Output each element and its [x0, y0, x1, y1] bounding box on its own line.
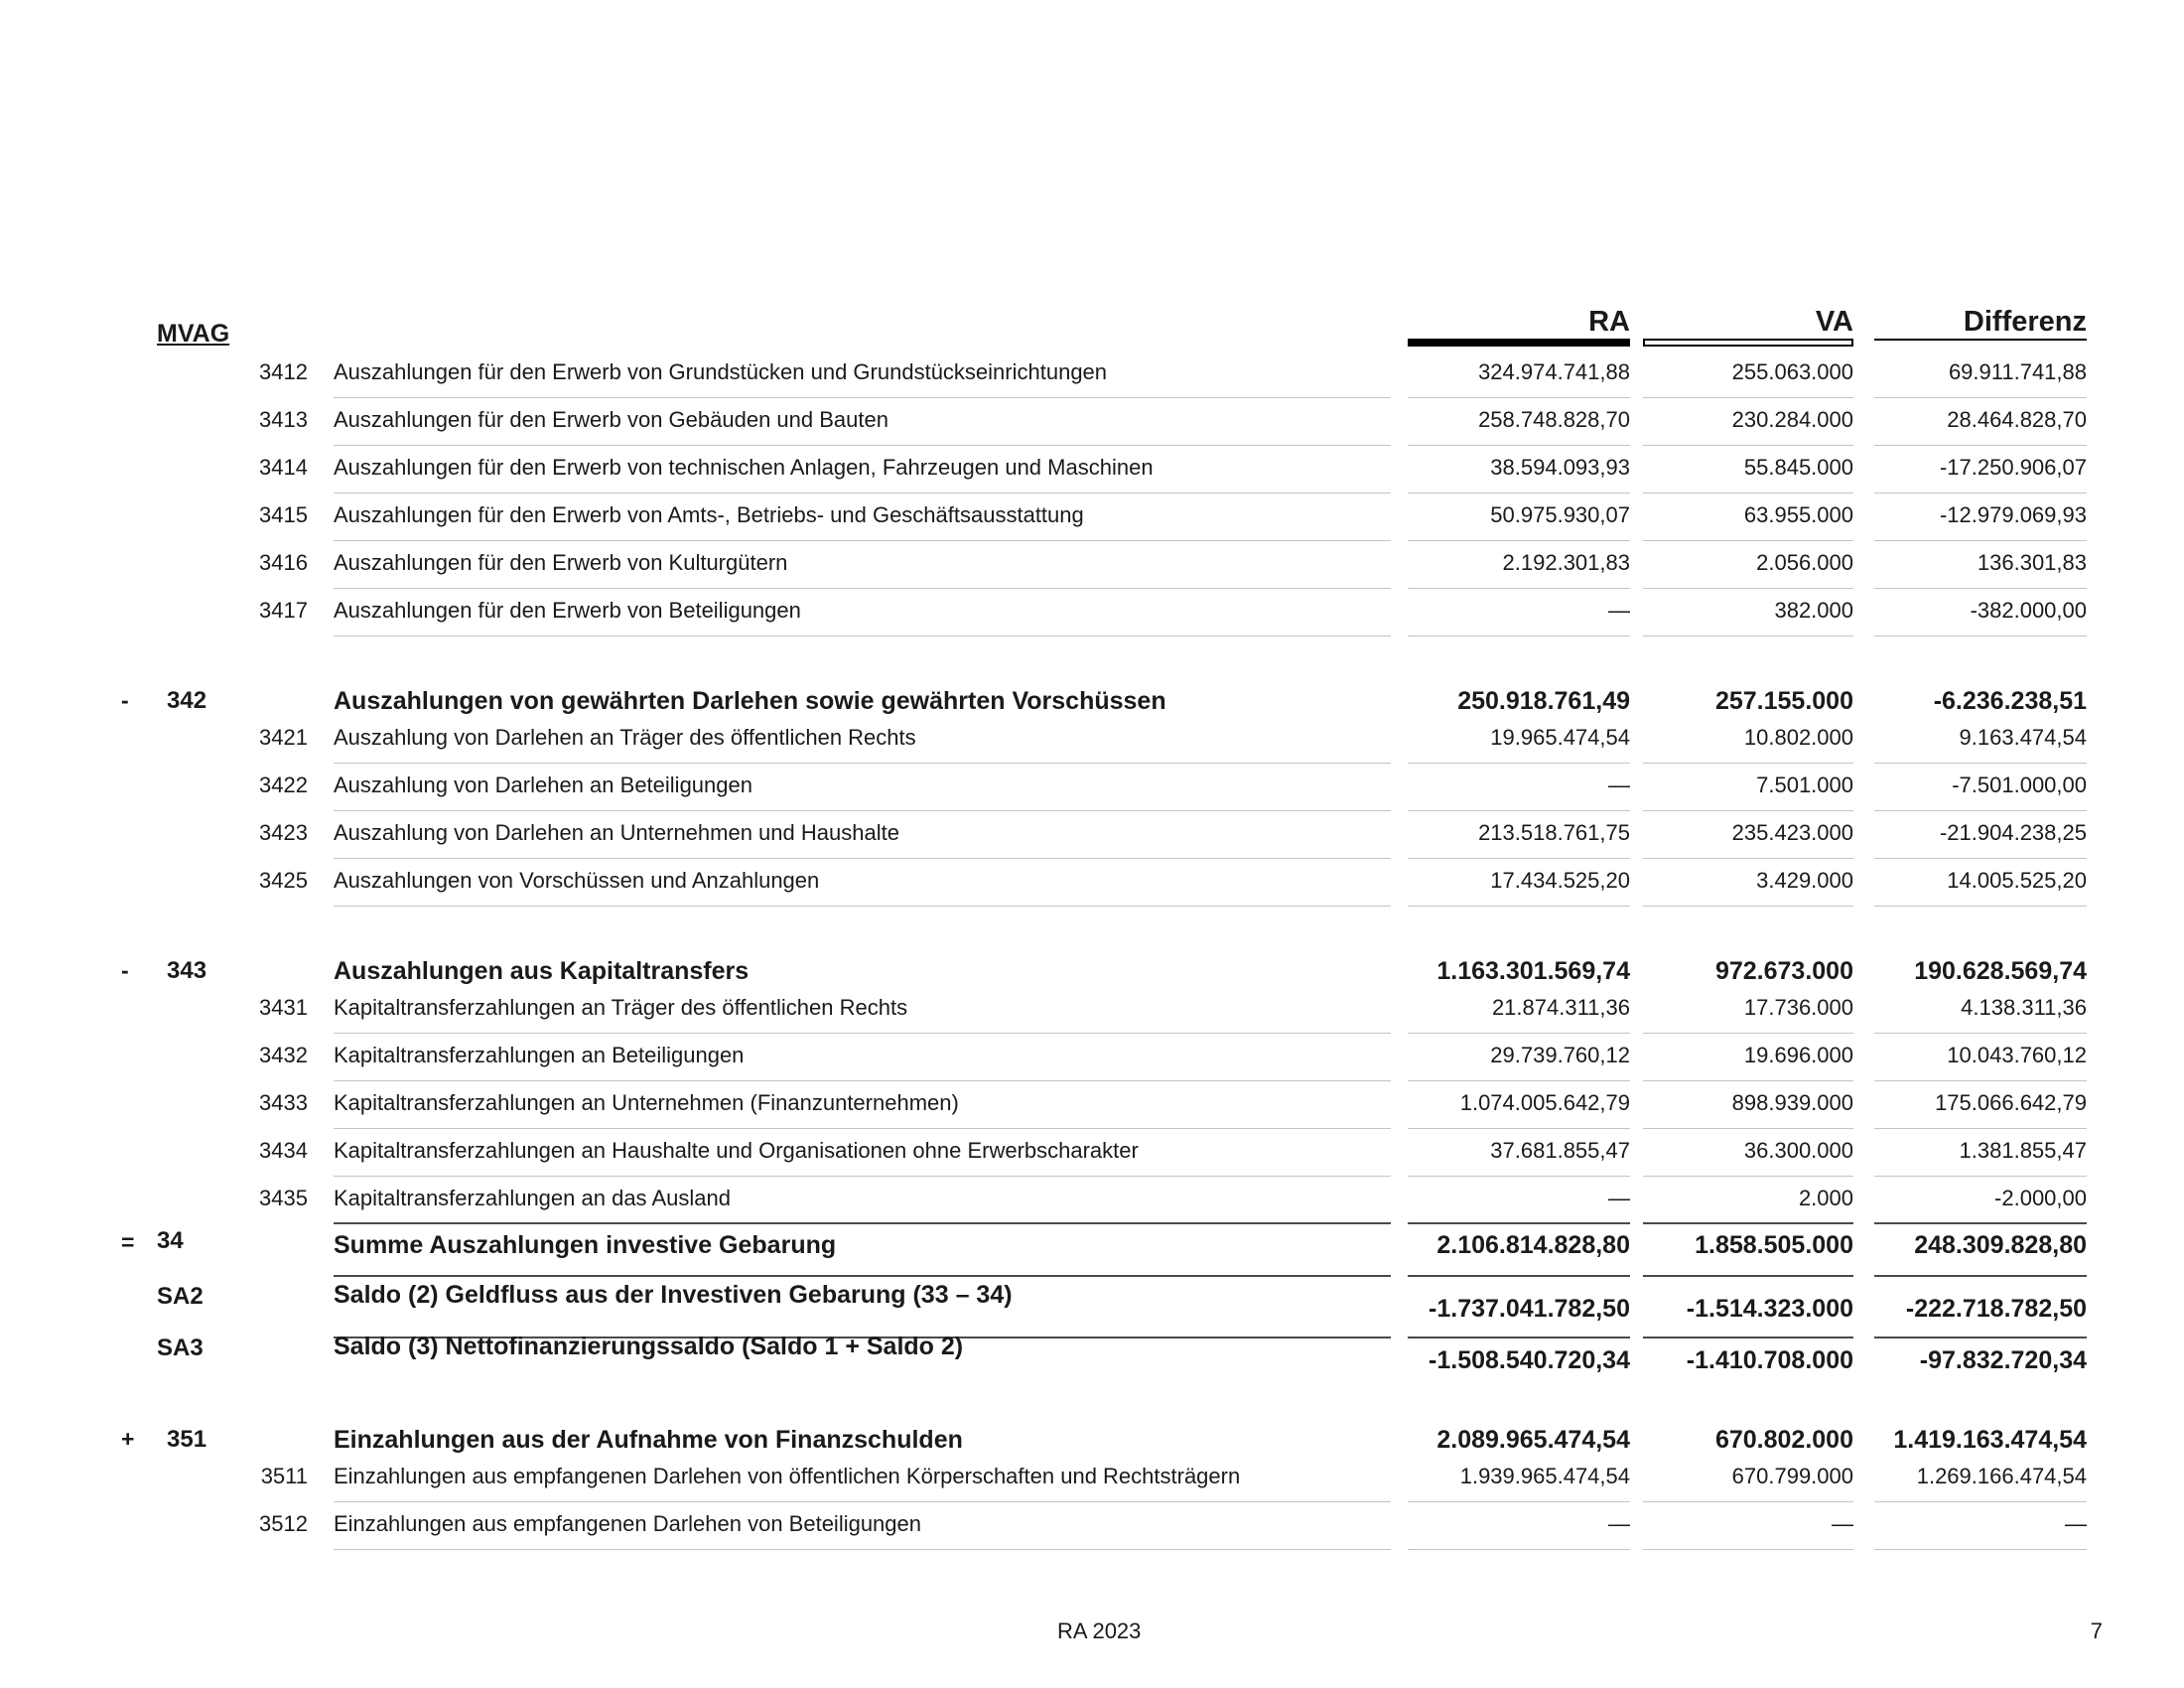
- va-value: 2.000: [1798, 1186, 1853, 1210]
- va-value: 230.284.000: [1731, 407, 1853, 432]
- differenz-value: -12.979.069,93: [1939, 502, 2087, 527]
- row-description: Auszahlungen für den Erwerb von Beteiligungen: [334, 598, 801, 623]
- va-value: 17.736.000: [1743, 995, 1853, 1020]
- row-separator: [334, 1501, 1391, 1502]
- ra-value: 1.939.965.474,54: [1459, 1464, 1630, 1488]
- va-value: 10.802.000: [1743, 725, 1853, 750]
- row-separator: [334, 858, 1391, 859]
- row-description: Auszahlungen für den Erwerb von technischen Anlagen, Fahrzeugen und Maschinen: [334, 455, 1154, 480]
- row-separator: [1408, 635, 1630, 636]
- va-value: 257.155.000: [1714, 687, 1853, 715]
- differenz-value: 28.464.828,70: [1947, 407, 2087, 432]
- row-separator: [1643, 810, 1853, 811]
- row-description: Auszahlungen von gewährten Darlehen sowie gewährten Vorschüssen: [334, 687, 1166, 715]
- row-separator: [1408, 1033, 1630, 1034]
- differenz-value: 4.138.311,36: [1961, 995, 2087, 1020]
- row-separator: [1643, 635, 1853, 636]
- row-separator: [1408, 397, 1630, 398]
- differenz-value: —: [2065, 1511, 2087, 1536]
- row-separator: [1643, 1080, 1853, 1081]
- row-code: 3413: [259, 407, 308, 432]
- differenz-value: -17.250.906,07: [1939, 455, 2087, 480]
- row-separator: [1408, 906, 1630, 907]
- row-description: Kapitaltransferzahlungen an Haushalte und Organisationen ohne Erwerbscharakter: [334, 1138, 1139, 1163]
- row-code: 3422: [259, 773, 308, 797]
- differenz-header-bar: [1874, 339, 2087, 341]
- row-separator: [334, 540, 1391, 541]
- row-description: Auszahlung von Darlehen an Beteiligungen: [334, 773, 752, 797]
- differenz-value: 1.269.166.474,54: [1916, 1464, 2087, 1488]
- va-value: 63.955.000: [1743, 502, 1853, 527]
- row-separator: [1874, 1176, 2087, 1177]
- differenz-value: 248.309.828,80: [1914, 1231, 2087, 1259]
- differenz-value: -2.000,00: [1994, 1186, 2087, 1210]
- differenz-value: -382.000,00: [1970, 598, 2087, 623]
- row-separator: [1874, 1501, 2087, 1502]
- sum-separator: [1643, 1222, 1853, 1224]
- row-separator: [334, 445, 1391, 446]
- row-separator: [1408, 1501, 1630, 1502]
- differenz-value: 190.628.569,74: [1914, 957, 2087, 985]
- row-separator: [1408, 763, 1630, 764]
- row-separator: [1643, 588, 1853, 589]
- row-description: Saldo (3) Nettofinanzierungssaldo (Saldo 1 + Saldo 2): [334, 1333, 964, 1360]
- row-separator: [1643, 763, 1853, 764]
- row-separator: [1874, 810, 2087, 811]
- row-sign: +: [121, 1426, 135, 1452]
- row-separator: [334, 1275, 1391, 1277]
- ra-value: 17.434.525,20: [1490, 868, 1630, 893]
- ra-value: 50.975.930,07: [1490, 502, 1630, 527]
- row-separator: [1874, 588, 2087, 589]
- ra-value: 258.748.828,70: [1478, 407, 1630, 432]
- row-description: Auszahlung von Darlehen an Unternehmen und Haushalte: [334, 820, 899, 845]
- row-separator: [1643, 540, 1853, 541]
- row-description: Kapitaltransferzahlungen an Unternehmen (Finanzunternehmen): [334, 1090, 959, 1115]
- ra-value: 38.594.093,93: [1490, 455, 1630, 480]
- ra-value: 250.918.761,49: [1457, 687, 1630, 715]
- ra-value: -1.737.041.782,50: [1429, 1295, 1630, 1323]
- row-separator: [1643, 445, 1853, 446]
- row-description: Auszahlungen aus Kapitaltransfers: [334, 957, 750, 985]
- row-group-code: 34: [157, 1227, 184, 1254]
- ra-column-header: RA: [1588, 306, 1630, 338]
- row-separator: [1874, 1275, 2087, 1277]
- va-value: 670.799.000: [1731, 1464, 1853, 1488]
- row-description: Einzahlungen aus der Aufnahme von Finanzschulden: [334, 1426, 963, 1454]
- row-separator: [334, 635, 1391, 636]
- va-value: 55.845.000: [1743, 455, 1853, 480]
- row-separator: [334, 810, 1391, 811]
- va-value: 235.423.000: [1731, 820, 1853, 845]
- page-number: 7: [2090, 1618, 2103, 1643]
- row-code: 3433: [259, 1090, 308, 1115]
- differenz-value: -97.832.720,34: [1919, 1346, 2087, 1374]
- row-description: Auszahlungen von Vorschüssen und Anzahlungen: [334, 868, 820, 893]
- row-separator: [334, 1080, 1391, 1081]
- va-value: 3.429.000: [1756, 868, 1853, 893]
- row-separator: [1874, 492, 2087, 493]
- va-value: 670.802.000: [1714, 1426, 1853, 1454]
- ra-value: —: [1608, 598, 1630, 623]
- row-sign: -: [121, 687, 129, 713]
- va-value: 255.063.000: [1731, 359, 1853, 384]
- row-description: Einzahlungen aus empfangenen Darlehen von öffentlichen Körperschaften und Rechtsträgern: [334, 1464, 1241, 1488]
- row-code: 3421: [259, 725, 308, 750]
- row-separator: [334, 1549, 1391, 1550]
- row-description: Einzahlungen aus empfangenen Darlehen von Beteiligungen: [334, 1511, 922, 1536]
- row-group-code: SA3: [157, 1335, 204, 1361]
- row-separator: [334, 763, 1391, 764]
- row-separator: [1874, 445, 2087, 446]
- row-separator: [1408, 1176, 1630, 1177]
- footer-title: RA 2023: [1057, 1618, 1142, 1643]
- va-value: 1.858.505.000: [1695, 1231, 1853, 1259]
- row-separator: [1874, 1080, 2087, 1081]
- va-value: 2.056.000: [1756, 550, 1853, 575]
- row-separator: [1408, 858, 1630, 859]
- mvag-header: MVAG: [157, 320, 230, 348]
- row-separator: [1408, 1080, 1630, 1081]
- row-code: 3412: [259, 359, 308, 384]
- row-code: 3432: [259, 1043, 308, 1067]
- row-code: 3416: [259, 550, 308, 575]
- differenz-value: -222.718.782,50: [1905, 1295, 2087, 1323]
- va-value: 382.000: [1774, 598, 1853, 623]
- differenz-value: 9.163.474,54: [1959, 725, 2087, 750]
- row-description: Auszahlungen für den Erwerb von Gebäuden und Bauten: [334, 407, 888, 432]
- row-separator: [1874, 906, 2087, 907]
- ra-value: 1.163.301.569,74: [1436, 957, 1630, 985]
- row-separator: [1408, 588, 1630, 589]
- row-group-code: SA2: [157, 1283, 204, 1310]
- row-separator: [1874, 635, 2087, 636]
- ra-value: 324.974.741,88: [1478, 359, 1630, 384]
- row-separator: [1874, 540, 2087, 541]
- row-separator: [1643, 1275, 1853, 1277]
- ra-value: 2.192.301,83: [1502, 550, 1630, 575]
- ra-value: 37.681.855,47: [1490, 1138, 1630, 1163]
- differenz-value: 69.911.741,88: [1948, 359, 2087, 384]
- va-value: 972.673.000: [1714, 957, 1853, 985]
- differenz-value: 1.381.855,47: [1959, 1138, 2087, 1163]
- row-separator: [334, 492, 1391, 493]
- va-header-bar: [1643, 339, 1853, 347]
- sum-separator: [1874, 1222, 2087, 1224]
- sum-separator: [1408, 1222, 1630, 1224]
- row-description: Auszahlung von Darlehen an Träger des öffentlichen Rechts: [334, 725, 916, 750]
- ra-value: —: [1608, 773, 1630, 797]
- differenz-value: -6.236.238,51: [1933, 687, 2087, 715]
- row-separator: [1874, 397, 2087, 398]
- row-description: Summe Auszahlungen investive Gebarung: [334, 1231, 837, 1259]
- row-separator: [1408, 1549, 1630, 1550]
- ra-value: 29.739.760,12: [1490, 1043, 1630, 1067]
- va-value: 36.300.000: [1743, 1138, 1853, 1163]
- row-separator: [1643, 1033, 1853, 1034]
- row-code: 3512: [259, 1511, 308, 1536]
- row-description: Kapitaltransferzahlungen an Beteiligungen: [334, 1043, 745, 1067]
- row-separator: [1643, 492, 1853, 493]
- row-code: 3435: [259, 1186, 308, 1210]
- differenz-value: -7.501.000,00: [1952, 773, 2087, 797]
- row-separator: [1874, 1549, 2087, 1550]
- va-value: -1.514.323.000: [1686, 1295, 1853, 1323]
- row-code: 3431: [259, 995, 308, 1020]
- row-description: Saldo (2) Geldfluss aus der Investiven Gebarung (33 – 34): [334, 1281, 1013, 1309]
- ra-value: —: [1608, 1511, 1630, 1536]
- ra-value: -1.508.540.720,34: [1429, 1346, 1630, 1374]
- row-description: Auszahlungen für den Erwerb von Amts-, Betriebs- und Geschäftsausstattung: [334, 502, 1084, 527]
- differenz-value: 175.066.642,79: [1935, 1090, 2087, 1115]
- row-separator: [1408, 445, 1630, 446]
- differenz-value: 1.419.163.474,54: [1893, 1426, 2087, 1454]
- row-group-code: 342: [167, 687, 207, 714]
- ra-header-bar: [1408, 339, 1630, 347]
- row-code: 3417: [259, 598, 308, 623]
- va-value: 7.501.000: [1756, 773, 1853, 797]
- row-description: Auszahlungen für den Erwerb von Grundstücken und Grundstückseinrichtungen: [334, 359, 1108, 384]
- row-separator: [1643, 1336, 1853, 1338]
- va-value: 19.696.000: [1743, 1043, 1853, 1067]
- sum-separator: [334, 1222, 1391, 1224]
- ra-value: 19.965.474,54: [1490, 725, 1630, 750]
- va-value: 898.939.000: [1731, 1090, 1853, 1115]
- va-value: -1.410.708.000: [1686, 1346, 1853, 1374]
- differenz-column-header: Differenz: [1963, 306, 2087, 338]
- row-separator: [1643, 1549, 1853, 1550]
- row-separator: [334, 588, 1391, 589]
- row-separator: [1408, 810, 1630, 811]
- row-separator: [1874, 858, 2087, 859]
- row-group-code: 351: [167, 1426, 207, 1453]
- row-separator: [1643, 1128, 1853, 1129]
- row-code: 3511: [260, 1464, 308, 1488]
- ra-value: 1.074.005.642,79: [1459, 1090, 1630, 1115]
- va-column-header: VA: [1815, 306, 1853, 338]
- ra-value: 2.089.965.474,54: [1436, 1426, 1630, 1454]
- row-separator: [1874, 1128, 2087, 1129]
- row-separator: [1643, 397, 1853, 398]
- row-separator: [334, 1128, 1391, 1129]
- row-separator: [1874, 763, 2087, 764]
- row-code: 3414: [259, 455, 308, 480]
- row-separator: [334, 906, 1391, 907]
- row-description: Auszahlungen für den Erwerb von Kulturgütern: [334, 550, 788, 575]
- va-value: —: [1832, 1511, 1853, 1536]
- row-group-code: 343: [167, 957, 207, 984]
- row-description: Kapitaltransferzahlungen an das Ausland: [334, 1186, 731, 1210]
- row-separator: [1408, 1128, 1630, 1129]
- ra-value: 213.518.761,75: [1478, 820, 1630, 845]
- ra-value: —: [1608, 1186, 1630, 1210]
- row-separator: [334, 1176, 1391, 1177]
- row-separator: [1408, 1336, 1630, 1338]
- row-code: 3415: [259, 502, 308, 527]
- ra-value: 21.874.311,36: [1491, 995, 1630, 1020]
- row-code: 3434: [259, 1138, 308, 1163]
- row-separator: [1874, 1336, 2087, 1338]
- row-separator: [1874, 1033, 2087, 1034]
- row-separator: [334, 397, 1391, 398]
- differenz-value: -21.904.238,25: [1939, 820, 2087, 845]
- ra-value: 2.106.814.828,80: [1436, 1231, 1630, 1259]
- row-separator: [1408, 492, 1630, 493]
- differenz-value: 136.301,83: [1977, 550, 2087, 575]
- row-sign: =: [121, 1229, 135, 1255]
- row-separator: [1643, 1501, 1853, 1502]
- differenz-value: 14.005.525,20: [1947, 868, 2087, 893]
- row-code: 3423: [259, 820, 308, 845]
- row-separator: [1408, 540, 1630, 541]
- row-code: 3425: [259, 868, 308, 893]
- row-separator: [1643, 1176, 1853, 1177]
- differenz-value: 10.043.760,12: [1947, 1043, 2087, 1067]
- row-separator: [1643, 858, 1853, 859]
- row-separator: [1643, 906, 1853, 907]
- row-separator: [334, 1033, 1391, 1034]
- row-separator: [1408, 1275, 1630, 1277]
- row-sign: -: [121, 957, 129, 983]
- row-description: Kapitaltransferzahlungen an Träger des öffentlichen Rechts: [334, 995, 908, 1020]
